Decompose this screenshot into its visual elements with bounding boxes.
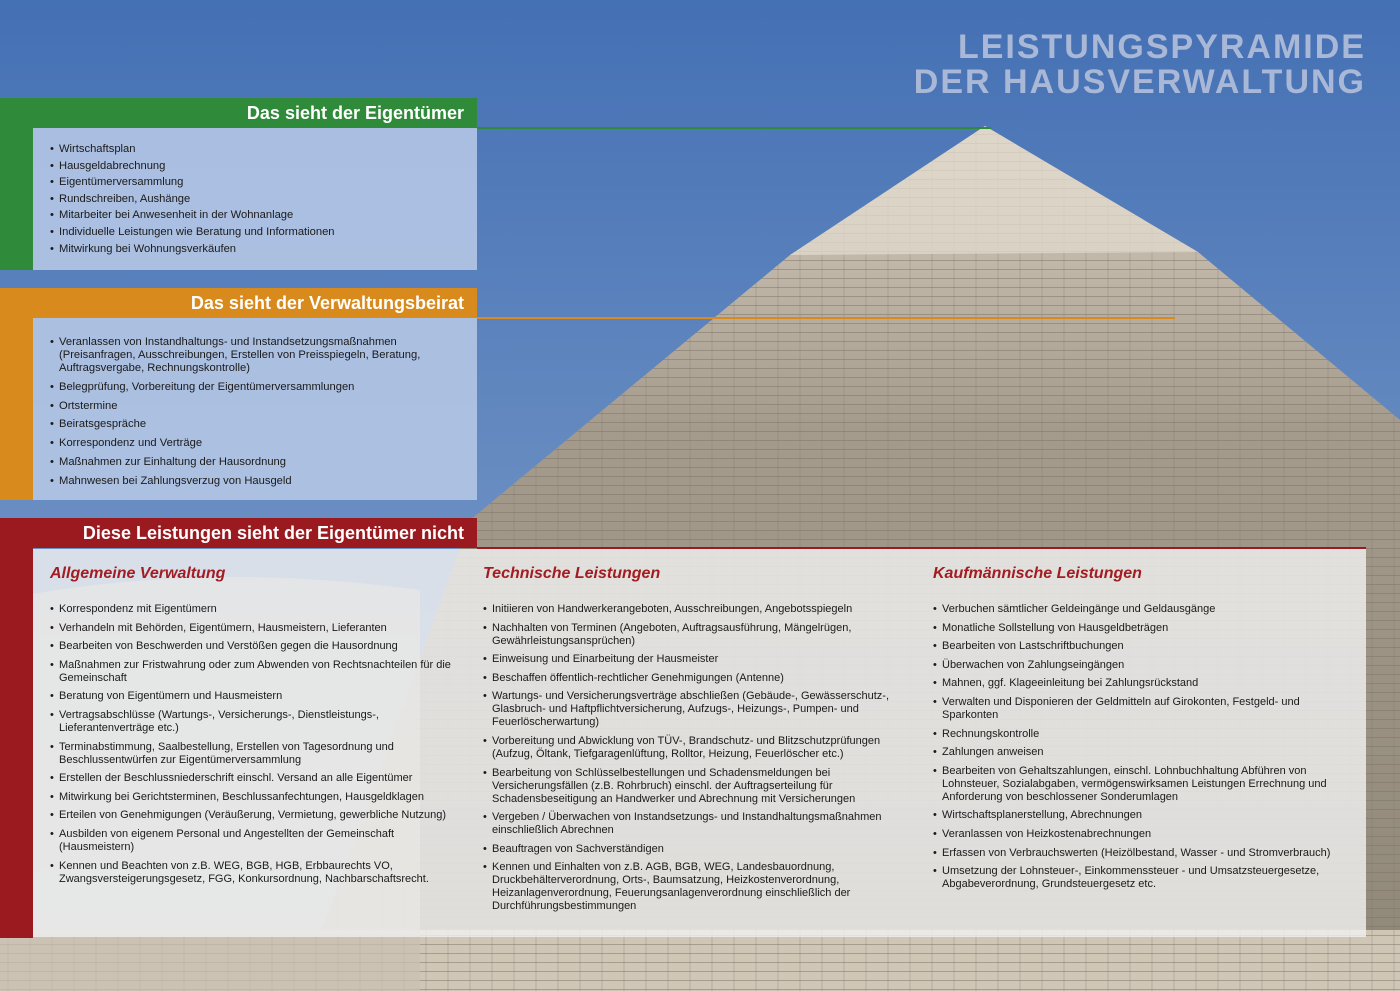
board-level-line: [477, 317, 1175, 319]
list-item: • Mitwirkung bei Wohnungsverkäufen: [50, 243, 477, 256]
list-item: • Mitwirkung bei Gerichtsterminen, Beschlussanfechtungen, Hausgeldklagen: [50, 791, 460, 804]
list-item: • Beiratsgespräche: [50, 418, 457, 431]
list-item: • Wirtschaftsplan: [50, 143, 477, 156]
list-item: • Beschaffen öffentlich-rechtlicher Genehmigungen (Antenne): [483, 672, 911, 685]
list-item: • Monatliche Sollstellung von Hausgeldbeträgen: [933, 622, 1358, 635]
column-list: [50, 603, 460, 886]
list-item: • Maßnahmen zur Einhaltung der Hausordnung: [50, 456, 457, 469]
list-item: • Verwalten und Disponieren der Geldmitteln auf Girokonten, Festgeld- und Sparkonten: [933, 696, 1358, 722]
list-item: • Korrespondenz und Verträge: [50, 437, 457, 450]
board-heading: Das sieht der Verwaltungsbeirat: [33, 288, 477, 318]
list-item: • Vergeben / Überwachen von Instandsetzungs- und Instandhaltungsmaßnahmen einschließlich Abrechnen: [483, 811, 911, 837]
title-line-2: DER HAUSVERWALTUNG: [913, 63, 1366, 101]
column-title: Technische Leistungen: [483, 565, 661, 582]
board-color-bar: [0, 288, 33, 500]
list-item: • Vorbereitung und Abwicklung von TÜV-, Brandschutz- und Blitzschutzprüfungen (Aufzug, Öltank, Tiefgaragenlüftung, Rolltor, Heizung, Feuerlöscher etc.): [483, 735, 911, 761]
list-item: • Nachhalten von Terminen (Angeboten, Auftragsausführung, Mängelrügen, Gewährleistungsansprüchen): [483, 622, 911, 648]
owner-level-line: [477, 127, 991, 129]
board-list: [33, 318, 477, 488]
list-item: • Mahnwesen bei Zahlungsverzug von Hausgeld: [50, 475, 457, 488]
list-item: • Bearbeiten von Lastschriftbuchungen: [933, 640, 1358, 653]
list-item: • Ausbilden von eigenem Personal und Angestellten der Gemeinschaft (Hausmeistern): [50, 828, 460, 854]
list-item: • Bearbeiten von Gehaltszahlungen, einschl. Lohnbuchhaltung Abführen von Lohnsteuer, Sozialabgaben, vermögenswirksamen Leistungen Errechnung und Anforderung von beschlossener Sonderumlagen: [933, 765, 1358, 804]
page-title: [914, 30, 1366, 100]
list-item: • Kennen und Einhalten von z.B. AGB, BGB, WEG, Landesbauordnung, Druckbehälterverordnung, Orts-, Baumsatzung, Heizkostenverordnung, Heizanlagenverordnung, Feuerungsanlagenverordnung einschließlich der Durchführungsbestimmungen: [483, 861, 911, 913]
hidden-heading: Diese Leistungen sieht der Eigentümer nicht: [33, 518, 477, 548]
hidden-panel: [33, 549, 1366, 937]
column-commercial: [933, 565, 1358, 897]
column-list: [483, 603, 911, 913]
board-section: [0, 288, 477, 500]
board-box: [33, 318, 477, 500]
list-item: • Überwachen von Zahlungseingängen: [933, 659, 1358, 672]
owner-section: [0, 98, 477, 270]
list-item: • Umsetzung der Lohnsteuer-, Einkommenssteuer - und Umsatzsteuergesetze, Abgabeverordnung, Grundsteuergesetz etc.: [933, 865, 1358, 891]
column-general: [50, 565, 460, 891]
list-item: • Maßnahmen zur Fristwahrung oder zum Abwenden von Rechtsnachteilen für die Gemeinschaft: [50, 659, 460, 685]
list-item: • Individuelle Leistungen wie Beratung und Informationen: [50, 226, 477, 239]
list-item: • Erfassen von Verbrauchswerten (Heizölbestand, Wasser - und Stromverbrauch): [933, 847, 1358, 860]
list-item: • Erteilen von Genehmigungen (Veräußerung, Vermietung, gewerbliche Nutzung): [50, 809, 460, 822]
list-item: • Wartungs- und Versicherungsverträge abschließen (Gebäude-, Gewässerschutz-, Glasbruch- und Haftpflichtversicherung, Aufzugs-, Heizungs-, Pumpen- und Feuerlöscherwartung): [483, 690, 911, 729]
list-item: • Hausgeldabrechnung: [50, 160, 477, 173]
column-technical: [483, 565, 911, 919]
hidden-color-bar: [0, 518, 33, 938]
list-item: • Einweisung und Einarbeitung der Hausmeister: [483, 653, 911, 666]
list-item: • Rechnungskontrolle: [933, 728, 1358, 741]
owner-box: [33, 128, 477, 270]
list-item: • Belegprüfung, Vorbereitung der Eigentümerversammlungen: [50, 381, 457, 394]
list-item: • Kennen und Beachten von z.B. WEG, BGB, HGB, Erbbaurechts VO, Zwangsversteigerungsgesetz, FGG, Konkursordnung, Nachbarschaftsrecht.: [50, 860, 460, 886]
list-item: • Eigentümerversammlung: [50, 176, 477, 189]
list-item: • Vertragsabschlüsse (Wartungs-, Versicherungs-, Dienstleistungs-, Lieferantenverträge etc.): [50, 709, 460, 735]
list-item: • Initiieren von Handwerkerangeboten, Ausschreibungen, Angebotsspiegeln: [483, 603, 911, 616]
list-item: • Mitarbeiter bei Anwesenheit in der Wohnanlage: [50, 209, 477, 222]
column-list: [933, 603, 1358, 891]
list-item: • Terminabstimmung, Saalbestellung, Erstellen von Tagesordnung und Beschlussentwürfen zur Eigentümerversammlung: [50, 741, 460, 767]
owner-heading: Das sieht der Eigentümer: [33, 98, 477, 128]
list-item: • Veranlassen von Heizkostenabrechnungen: [933, 828, 1358, 841]
list-item: • Rundschreiben, Aushänge: [50, 193, 477, 206]
list-item: • Verbuchen sämtlicher Geldeingänge und Geldausgänge: [933, 603, 1358, 616]
list-item: • Beauftragen von Sachverständigen: [483, 843, 911, 856]
list-item: • Korrespondenz mit Eigentümern: [50, 603, 460, 616]
owner-list: [33, 128, 477, 256]
list-item: • Mahnen, ggf. Klageeinleitung bei Zahlungsrückstand: [933, 677, 1358, 690]
list-item: • Zahlungen anweisen: [933, 746, 1358, 759]
title-line-1: LEISTUNGSPYRAMIDE: [957, 28, 1366, 66]
list-item: • Verhandeln mit Behörden, Eigentümern, Hausmeistern, Lieferanten: [50, 622, 460, 635]
list-item: • Veranlassen von Instandhaltungs- und Instandsetzungsmaßnahmen (Preisanfragen, Ausschreibungen, Erstellen von Preisspiegeln, Beratung, Auftragsvergabe, Rechnungskontrolle): [50, 336, 457, 375]
list-item: • Wirtschaftsplanerstellung, Abrechnungen: [933, 809, 1358, 822]
list-item: • Beratung von Eigentümern und Hausmeistern: [50, 690, 460, 703]
list-item: • Erstellen der Beschlussniederschrift einschl. Versand an alle Eigentümer: [50, 772, 460, 785]
list-item: • Bearbeitung von Schlüsselbestellungen und Schadensmeldungen bei Versicherungsfällen (z.B. Rohrbruch) einschl. der Auftragserteilung für Schadensbeseitigung an Handwerker und Abrechnung mit Versicherungen: [483, 767, 911, 806]
column-title: Allgemeine Verwaltung: [50, 565, 226, 582]
column-title: Kaufmännische Leistungen: [933, 565, 1142, 582]
owner-color-bar: [0, 98, 33, 270]
list-item: • Bearbeiten von Beschwerden und Verstößen gegen die Hausordnung: [50, 640, 460, 653]
list-item: • Ortstermine: [50, 400, 457, 413]
